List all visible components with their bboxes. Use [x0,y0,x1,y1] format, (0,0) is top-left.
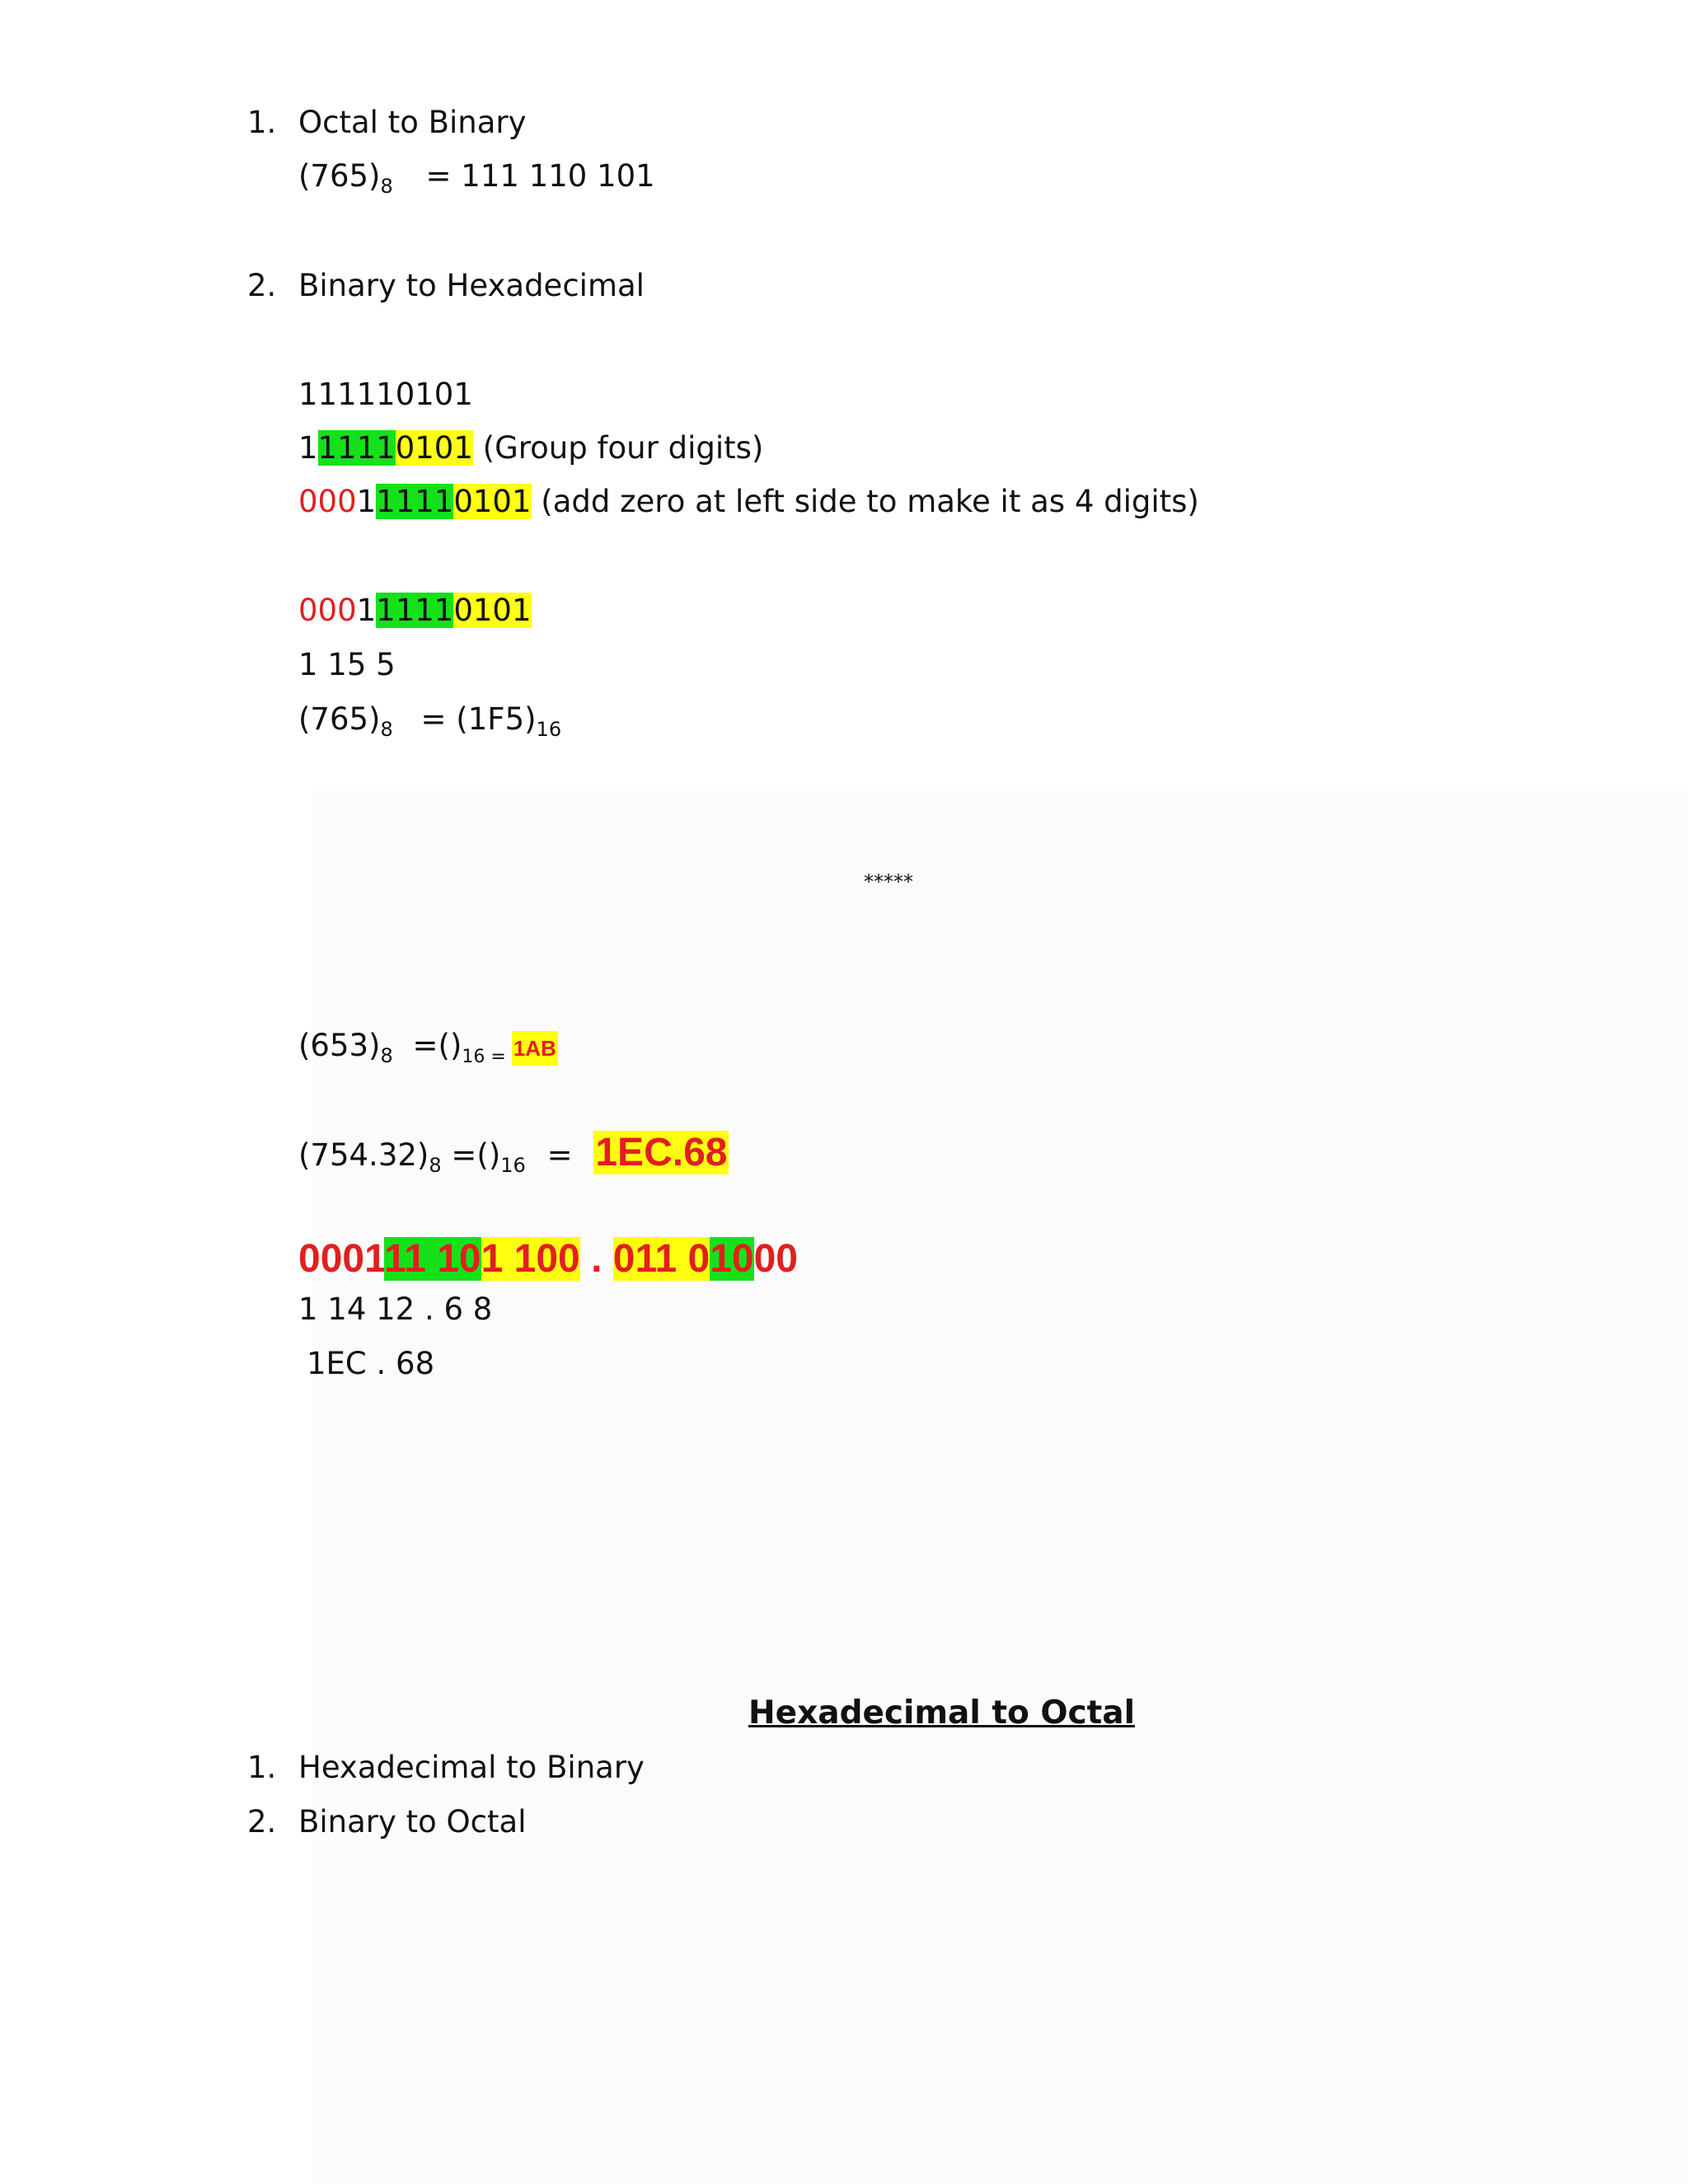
base-subscript: 8 [380,1044,393,1067]
step-binary-to-hex [247,267,645,305]
exercise-754-32 [298,1131,729,1184]
base-subscript: 8 [429,1154,442,1177]
hex-digit-values: 1 15 5 [298,647,396,682]
step-binary-to-octal [247,1803,527,1841]
list-text: Binary to Octal [298,1804,527,1840]
step-octal-to-binary [247,104,527,142]
list-text: Binary to Hexadecimal [298,268,645,303]
padding-zeros: 000 [298,593,357,628]
base-subscript: 16 = [462,1047,512,1067]
page-shade [313,791,1688,2184]
fraction-yellow: 011 0 [612,1237,710,1281]
equation-lhs: (754.32) [298,1137,429,1173]
base-subscript: 16 [536,718,562,741]
group-note: (Group four digits) [472,430,764,466]
list-number: 1. [247,1750,277,1785]
binary-padded [298,483,1199,521]
equation-rhs: = 111 110 101 [425,158,655,194]
radix-point: . [579,1237,613,1281]
equation-mid: =() [412,1028,462,1063]
equation-765-binary [298,157,655,205]
binary-padded-repeat [298,592,532,630]
equation-lhs: (765) [298,158,381,194]
padding-note: (add zero at left side to make it as 4 digits) [531,484,1199,519]
equation-rhs: = (1F5) [420,701,537,737]
base-subscript: 8 [380,175,393,198]
list-number: 2. [247,268,277,303]
group-green: 11 10 [384,1237,481,1281]
exercise-653 [298,1027,558,1076]
base-subscript: 8 [380,718,393,741]
list-number: 1. [247,105,277,140]
group-part-yellow: 0101 [453,593,532,628]
group-part-1: 1 [298,430,318,466]
base-subscript: 16 [500,1154,526,1177]
binary-fraction-grouped [298,1236,798,1282]
group-part-green: 1111 [376,593,454,628]
section-heading: Hexadecimal to Octal [748,1694,1135,1732]
result-765-hex [298,701,561,748]
equals-sign: = [546,1137,573,1173]
step-hex-to-binary [247,1749,645,1787]
answer-highlight: 1AB [512,1031,558,1066]
group-part-green: 1111 [376,484,454,519]
hex-result-2: 1EC . 68 [307,1346,435,1381]
fraction-green: 10 [710,1237,754,1281]
fraction-zeros: 00 [753,1237,798,1281]
binary-raw: 111110101 [298,377,473,412]
group-part-1: 1 [356,484,377,519]
list-text: Octal to Binary [298,105,527,140]
hex-digit-values-2: 1 14 12 . 6 8 [298,1291,493,1327]
separator: ***** [864,870,913,893]
list-text: Hexadecimal to Binary [298,1750,645,1785]
answer-highlight: 1EC.68 [595,1131,728,1174]
equation-lhs: (765) [298,701,381,737]
group-part-yellow: 0101 [395,430,473,466]
padding-zeros: 0001 [298,1237,385,1281]
group-part-yellow: 0101 [453,484,532,519]
group-part-1: 1 [356,593,377,628]
list-number: 2. [247,1804,277,1840]
padding-zeros: 000 [298,484,357,519]
binary-grouped [298,429,763,467]
group-yellow: 1 100 [481,1237,580,1281]
equation-mid: =() [451,1137,501,1173]
equation-lhs: (653) [298,1028,381,1063]
group-part-green: 1111 [317,430,396,466]
